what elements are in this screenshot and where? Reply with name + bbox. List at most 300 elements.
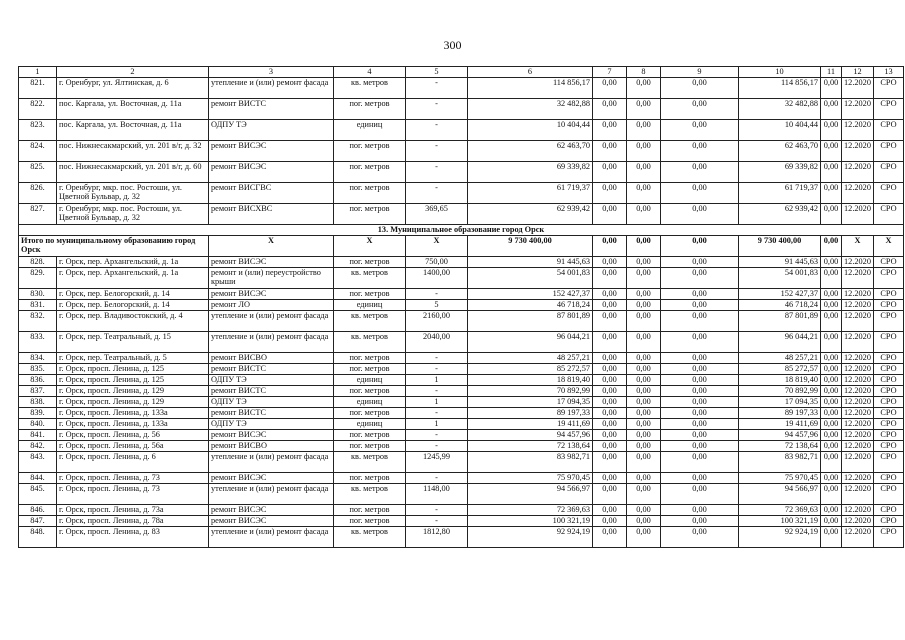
cost-owners: 83 982,71	[739, 452, 821, 473]
cost-total: 62 939,42	[468, 204, 593, 225]
cost-owners: 96 044,21	[739, 332, 821, 353]
method: СРО	[874, 332, 904, 353]
method: СРО	[874, 484, 904, 505]
column-number: 9	[661, 67, 739, 78]
address: г. Оренбург, мкр. пос. Ростоши, ул. Цветной Бульвар, д. 32	[57, 204, 209, 225]
cost-fund: 0,00	[593, 257, 627, 268]
cost-budget: 0,00	[627, 364, 661, 375]
cost-total: 32 482,88	[468, 99, 593, 120]
cost-fund: 0,00	[593, 386, 627, 397]
method: СРО	[874, 408, 904, 419]
table-row	[19, 397, 904, 408]
row-number: 846.	[19, 505, 57, 516]
cost-owners: 69 339,82	[739, 162, 821, 183]
quantity: 2160,00	[406, 311, 468, 332]
address: г. Орск, просп. Ленина, д. 83	[57, 527, 209, 548]
unit: кв. метров	[334, 311, 406, 332]
cost-fund: 0,00	[593, 364, 627, 375]
quantity: 1812,80	[406, 527, 468, 548]
table-row	[19, 204, 904, 225]
address: г. Орск, просп. Ленина, д. 125	[57, 375, 209, 386]
total-c6: 9 730 400,00	[468, 236, 593, 257]
section-title: 13. Муниципальное образование город Орск	[19, 225, 904, 236]
table-row	[19, 484, 904, 505]
cost-total: 83 982,71	[468, 452, 593, 473]
cost-owners: 94 566,97	[739, 484, 821, 505]
cost-other: 0,00	[661, 353, 739, 364]
cost-owners: 10 404,44	[739, 120, 821, 141]
cost-budget: 0,00	[627, 452, 661, 473]
cost-budget: 0,00	[627, 204, 661, 225]
deadline: 12.2020	[842, 364, 874, 375]
cost-fund: 0,00	[593, 527, 627, 548]
cost-other: 0,00	[661, 204, 739, 225]
cost-unit: 0,00	[821, 257, 842, 268]
cost-fund: 0,00	[593, 516, 627, 527]
unit: пог. метров	[334, 183, 406, 204]
cost-fund: 0,00	[593, 311, 627, 332]
column-number-row	[19, 67, 904, 78]
deadline: 12.2020	[842, 441, 874, 452]
cost-other: 0,00	[661, 441, 739, 452]
work-type: утепление и (или) ремонт фасада	[209, 527, 334, 548]
unit: кв. метров	[334, 527, 406, 548]
quantity: -	[406, 505, 468, 516]
unit: пог. метров	[334, 386, 406, 397]
cost-unit: 0,00	[821, 473, 842, 484]
deadline: 12.2020	[842, 408, 874, 419]
address: г. Орск, просп. Ленина, д. 56а	[57, 441, 209, 452]
cost-fund: 0,00	[593, 141, 627, 162]
cost-owners: 46 718,24	[739, 300, 821, 311]
work-type: ремонт ЛО	[209, 300, 334, 311]
table-row	[19, 311, 904, 332]
unit: единиц	[334, 120, 406, 141]
total-c12: X	[842, 236, 874, 257]
cost-fund: 0,00	[593, 408, 627, 419]
cost-budget: 0,00	[627, 505, 661, 516]
work-type: ремонт ВИСТС	[209, 386, 334, 397]
cost-total: 46 718,24	[468, 300, 593, 311]
repair-plan-table	[18, 66, 904, 548]
quantity: -	[406, 473, 468, 484]
work-type: ОДПУ ТЭ	[209, 419, 334, 430]
method: СРО	[874, 300, 904, 311]
method: СРО	[874, 257, 904, 268]
work-type: ремонт ВИСЭС	[209, 162, 334, 183]
address: г. Оренбург, мкр. пос. Ростоши, ул. Цветной Бульвар, д. 32	[57, 183, 209, 204]
cost-other: 0,00	[661, 257, 739, 268]
cost-total: 72 369,63	[468, 505, 593, 516]
cost-fund: 0,00	[593, 120, 627, 141]
deadline: 12.2020	[842, 452, 874, 473]
unit: пог. метров	[334, 505, 406, 516]
quantity: -	[406, 441, 468, 452]
work-type: ремонт ВИСЭС	[209, 516, 334, 527]
work-type: ремонт ВИСЭС	[209, 257, 334, 268]
total-work: X	[209, 236, 334, 257]
deadline: 12.2020	[842, 484, 874, 505]
cost-other: 0,00	[661, 183, 739, 204]
cost-unit: 0,00	[821, 441, 842, 452]
cost-other: 0,00	[661, 162, 739, 183]
row-number: 836.	[19, 375, 57, 386]
table-row	[19, 162, 904, 183]
cost-fund: 0,00	[593, 332, 627, 353]
unit: кв. метров	[334, 78, 406, 99]
deadline: 12.2020	[842, 78, 874, 99]
cost-other: 0,00	[661, 332, 739, 353]
table-row	[19, 452, 904, 473]
deadline: 12.2020	[842, 516, 874, 527]
unit: пог. метров	[334, 204, 406, 225]
table-row	[19, 408, 904, 419]
row-number: 843.	[19, 452, 57, 473]
deadline: 12.2020	[842, 419, 874, 430]
row-number: 840.	[19, 419, 57, 430]
cost-owners: 17 094,35	[739, 397, 821, 408]
cost-total: 72 138,64	[468, 441, 593, 452]
cost-other: 0,00	[661, 505, 739, 516]
method: СРО	[874, 120, 904, 141]
table-row	[19, 268, 904, 289]
column-number: 2	[57, 67, 209, 78]
row-number: 839.	[19, 408, 57, 419]
cost-other: 0,00	[661, 419, 739, 430]
total-qty: X	[406, 236, 468, 257]
cost-budget: 0,00	[627, 375, 661, 386]
cost-total: 18 819,40	[468, 375, 593, 386]
cost-other: 0,00	[661, 527, 739, 548]
address: пос. Каргала, ул. Восточная, д. 11а	[57, 120, 209, 141]
cost-other: 0,00	[661, 397, 739, 408]
address: г. Орск, пер. Театральный, д. 5	[57, 353, 209, 364]
quantity: -	[406, 289, 468, 300]
work-type: утепление и (или) ремонт фасада	[209, 78, 334, 99]
unit: пог. метров	[334, 257, 406, 268]
method: СРО	[874, 99, 904, 120]
deadline: 12.2020	[842, 353, 874, 364]
work-type: ремонт ВИСЭС	[209, 141, 334, 162]
cost-fund: 0,00	[593, 375, 627, 386]
quantity: -	[406, 364, 468, 375]
cost-unit: 0,00	[821, 516, 842, 527]
table-row	[19, 441, 904, 452]
table-row	[19, 183, 904, 204]
deadline: 12.2020	[842, 162, 874, 183]
cost-fund: 0,00	[593, 78, 627, 99]
cost-other: 0,00	[661, 268, 739, 289]
method: СРО	[874, 419, 904, 430]
method: СРО	[874, 289, 904, 300]
cost-total: 94 457,96	[468, 430, 593, 441]
table-row	[19, 527, 904, 548]
total-c13: X	[874, 236, 904, 257]
unit: единиц	[334, 375, 406, 386]
row-number: 842.	[19, 441, 57, 452]
method: СРО	[874, 516, 904, 527]
cost-fund: 0,00	[593, 289, 627, 300]
cost-owners: 92 924,19	[739, 527, 821, 548]
cost-other: 0,00	[661, 408, 739, 419]
deadline: 12.2020	[842, 300, 874, 311]
column-number: 13	[874, 67, 904, 78]
cost-budget: 0,00	[627, 268, 661, 289]
cost-unit: 0,00	[821, 141, 842, 162]
cost-other: 0,00	[661, 375, 739, 386]
cost-total: 87 801,89	[468, 311, 593, 332]
method: СРО	[874, 353, 904, 364]
row-number: 826.	[19, 183, 57, 204]
quantity: -	[406, 353, 468, 364]
cost-owners: 87 801,89	[739, 311, 821, 332]
row-number: 830.	[19, 289, 57, 300]
cost-fund: 0,00	[593, 183, 627, 204]
cost-other: 0,00	[661, 364, 739, 375]
quantity: 1	[406, 375, 468, 386]
deadline: 12.2020	[842, 332, 874, 353]
cost-budget: 0,00	[627, 141, 661, 162]
cost-fund: 0,00	[593, 452, 627, 473]
quantity: 750,00	[406, 257, 468, 268]
quantity: -	[406, 141, 468, 162]
row-number: 847.	[19, 516, 57, 527]
work-type: утепление и (или) ремонт фасада	[209, 452, 334, 473]
cost-budget: 0,00	[627, 441, 661, 452]
column-number: 3	[209, 67, 334, 78]
column-number: 11	[821, 67, 842, 78]
cost-total: 48 257,21	[468, 353, 593, 364]
table-row	[19, 375, 904, 386]
cost-other: 0,00	[661, 78, 739, 99]
row-number: 831.	[19, 300, 57, 311]
row-number: 822.	[19, 99, 57, 120]
work-type: ремонт ВИСЭС	[209, 473, 334, 484]
cost-owners: 61 719,37	[739, 183, 821, 204]
cost-other: 0,00	[661, 300, 739, 311]
cost-budget: 0,00	[627, 397, 661, 408]
cost-owners: 94 457,96	[739, 430, 821, 441]
column-number: 4	[334, 67, 406, 78]
cost-budget: 0,00	[627, 99, 661, 120]
cost-owners: 62 463,70	[739, 141, 821, 162]
work-type: ОДПУ ТЭ	[209, 375, 334, 386]
deadline: 12.2020	[842, 505, 874, 516]
work-type: ремонт ВИСЭС	[209, 289, 334, 300]
row-number: 833.	[19, 332, 57, 353]
cost-other: 0,00	[661, 99, 739, 120]
cost-other: 0,00	[661, 452, 739, 473]
unit: единиц	[334, 397, 406, 408]
cost-fund: 0,00	[593, 162, 627, 183]
cost-unit: 0,00	[821, 353, 842, 364]
method: СРО	[874, 441, 904, 452]
cost-fund: 0,00	[593, 204, 627, 225]
work-type: ремонт ВИСТС	[209, 364, 334, 375]
row-number: 821.	[19, 78, 57, 99]
page-number: 300	[443, 38, 462, 52]
total-c7: 0,00	[593, 236, 627, 257]
cost-owners: 89 197,33	[739, 408, 821, 419]
column-number: 1	[19, 67, 57, 78]
cost-owners: 62 939,42	[739, 204, 821, 225]
cost-unit: 0,00	[821, 364, 842, 375]
cost-total: 62 463,70	[468, 141, 593, 162]
cost-fund: 0,00	[593, 397, 627, 408]
cost-owners: 70 892,99	[739, 386, 821, 397]
cost-budget: 0,00	[627, 527, 661, 548]
work-type: ОДПУ ТЭ	[209, 120, 334, 141]
address: г. Оренбург, ул. Ялтинская, д. 6	[57, 78, 209, 99]
cost-total: 19 411,69	[468, 419, 593, 430]
row-number: 832.	[19, 311, 57, 332]
cost-fund: 0,00	[593, 268, 627, 289]
cost-budget: 0,00	[627, 430, 661, 441]
cost-budget: 0,00	[627, 353, 661, 364]
cost-budget: 0,00	[627, 78, 661, 99]
cost-other: 0,00	[661, 311, 739, 332]
work-type: ремонт ВИСТС	[209, 408, 334, 419]
quantity: 369,65	[406, 204, 468, 225]
quantity: -	[406, 408, 468, 419]
column-number: 8	[627, 67, 661, 78]
cost-total: 114 856,17	[468, 78, 593, 99]
cost-unit: 0,00	[821, 419, 842, 430]
quantity: -	[406, 78, 468, 99]
quantity: 1	[406, 419, 468, 430]
address: г. Орск, просп. Ленина, д. 73	[57, 484, 209, 505]
cost-budget: 0,00	[627, 162, 661, 183]
cost-unit: 0,00	[821, 527, 842, 548]
address: г. Орск, пер. Владивостокский, д. 4	[57, 311, 209, 332]
cost-fund: 0,00	[593, 441, 627, 452]
cost-owners: 48 257,21	[739, 353, 821, 364]
address: г. Орск, просп. Ленина, д. 129	[57, 397, 209, 408]
cost-unit: 0,00	[821, 386, 842, 397]
cost-budget: 0,00	[627, 183, 661, 204]
deadline: 12.2020	[842, 430, 874, 441]
deadline: 12.2020	[842, 268, 874, 289]
unit: пог. метров	[334, 430, 406, 441]
cost-owners: 85 272,57	[739, 364, 821, 375]
work-type: ремонт ВИСТС	[209, 99, 334, 120]
cost-total: 17 094,35	[468, 397, 593, 408]
cost-unit: 0,00	[821, 332, 842, 353]
cost-unit: 0,00	[821, 78, 842, 99]
address: г. Орск, пер. Белогорский, д. 14	[57, 300, 209, 311]
row-number: 838.	[19, 397, 57, 408]
work-type: ремонт ВИСВО	[209, 441, 334, 452]
address: пос. Нижнесакмарский, ул. 201 в/г, д. 32	[57, 141, 209, 162]
cost-total: 10 404,44	[468, 120, 593, 141]
cost-total: 96 044,21	[468, 332, 593, 353]
work-type: утепление и (или) ремонт фасада	[209, 484, 334, 505]
unit: пог. метров	[334, 516, 406, 527]
address: пос. Каргала, ул. Восточная, д. 11а	[57, 99, 209, 120]
unit: пог. метров	[334, 353, 406, 364]
row-number: 834.	[19, 353, 57, 364]
document-table-container	[18, 66, 904, 548]
cost-budget: 0,00	[627, 516, 661, 527]
cost-unit: 0,00	[821, 120, 842, 141]
quantity: -	[406, 162, 468, 183]
address: г. Орск, просп. Ленина, д. 56	[57, 430, 209, 441]
address: г. Орск, просп. Ленина, д. 133а	[57, 419, 209, 430]
row-number: 825.	[19, 162, 57, 183]
address: г. Орск, просп. Ленина, д. 129	[57, 386, 209, 397]
table-row	[19, 141, 904, 162]
cost-total: 152 427,37	[468, 289, 593, 300]
address: г. Орск, просп. Ленина, д. 6	[57, 452, 209, 473]
cost-unit: 0,00	[821, 397, 842, 408]
cost-other: 0,00	[661, 473, 739, 484]
row-number: 828.	[19, 257, 57, 268]
cost-owners: 72 138,64	[739, 441, 821, 452]
cost-total: 70 892,99	[468, 386, 593, 397]
method: СРО	[874, 397, 904, 408]
cost-fund: 0,00	[593, 484, 627, 505]
cost-unit: 0,00	[821, 408, 842, 419]
deadline: 12.2020	[842, 527, 874, 548]
cost-budget: 0,00	[627, 257, 661, 268]
cost-total: 94 566,97	[468, 484, 593, 505]
address: г. Орск, пер. Архангельский, д. 1а	[57, 268, 209, 289]
quantity: -	[406, 183, 468, 204]
address: г. Орск, просп. Ленина, д. 73а	[57, 505, 209, 516]
cost-budget: 0,00	[627, 408, 661, 419]
cost-total: 91 445,63	[468, 257, 593, 268]
column-number: 10	[739, 67, 821, 78]
table-row	[19, 364, 904, 375]
cost-unit: 0,00	[821, 452, 842, 473]
total-c9: 0,00	[661, 236, 739, 257]
cost-total: 61 719,37	[468, 183, 593, 204]
cost-budget: 0,00	[627, 419, 661, 430]
table-row	[19, 419, 904, 430]
quantity: 1400,00	[406, 268, 468, 289]
method: СРО	[874, 375, 904, 386]
table-row	[19, 430, 904, 441]
table-row	[19, 78, 904, 99]
cost-owners: 100 321,19	[739, 516, 821, 527]
unit: пог. метров	[334, 162, 406, 183]
unit: пог. метров	[334, 99, 406, 120]
cost-unit: 0,00	[821, 430, 842, 441]
unit: кв. метров	[334, 484, 406, 505]
quantity: -	[406, 430, 468, 441]
deadline: 12.2020	[842, 386, 874, 397]
address: пос. Нижнесакмарский, ул. 201 в/г, д. 60	[57, 162, 209, 183]
work-type: ОДПУ ТЭ	[209, 397, 334, 408]
deadline: 12.2020	[842, 473, 874, 484]
table-row	[19, 516, 904, 527]
column-number: 12	[842, 67, 874, 78]
deadline: 12.2020	[842, 120, 874, 141]
cost-unit: 0,00	[821, 99, 842, 120]
method: СРО	[874, 364, 904, 375]
cost-budget: 0,00	[627, 332, 661, 353]
cost-owners: 19 411,69	[739, 419, 821, 430]
cost-unit: 0,00	[821, 505, 842, 516]
unit: пог. метров	[334, 408, 406, 419]
total-c11: 0,00	[821, 236, 842, 257]
row-number: 841.	[19, 430, 57, 441]
cost-unit: 0,00	[821, 300, 842, 311]
cost-other: 0,00	[661, 289, 739, 300]
deadline: 12.2020	[842, 99, 874, 120]
work-type: ремонт ВИСЭС	[209, 430, 334, 441]
cost-owners: 72 369,63	[739, 505, 821, 516]
